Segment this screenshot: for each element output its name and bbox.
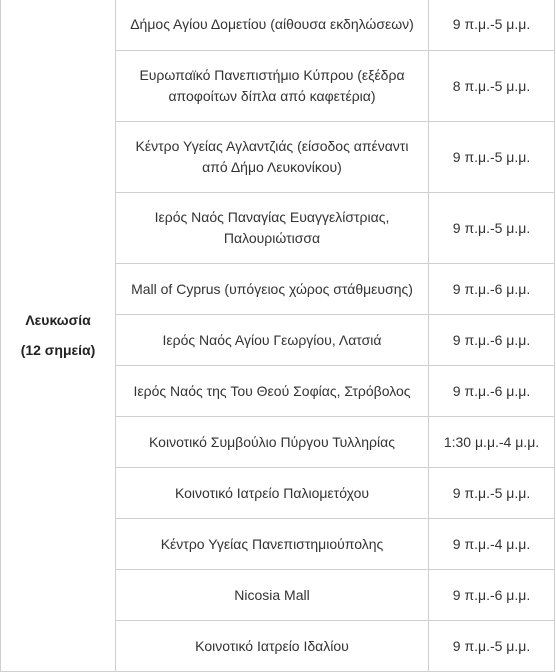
location-cell: Κέντρο Υγείας Πανεπιστημιούπολης [116, 519, 429, 570]
hours-cell: 9 π.μ.-5 μ.μ. [429, 468, 555, 519]
table-row [1, 0, 555, 51]
location-cell: Κέντρο Υγείας Αγλαντζιάς (είσοδος απέναντι από Δήμο Λευκονίκου) [116, 122, 429, 193]
hours-cell: 9 π.μ.-6 μ.μ. [429, 570, 555, 621]
location-cell: Ευρωπαϊκό Πανεπιστήμιο Κύπρου (εξέδρα αποφοίτων δίπλα από καφετέρια) [116, 51, 429, 122]
location-cell: Κοινοτικό Ιατρείο Παλιομετόχου [116, 468, 429, 519]
hours-cell: 9 π.μ.-6 μ.μ. [429, 264, 555, 315]
region-cell [1, 0, 116, 672]
hours-cell: 9 π.μ.-6 μ.μ. [429, 366, 555, 417]
location-cell: Ιερός Ναός της Του Θεού Σοφίας, Στρόβολος [116, 366, 429, 417]
location-cell: Ιερός Ναός Παναγίας Ευαγγελίστριας, Παλουριώτισσα [116, 193, 429, 264]
hours-cell: 8 π.μ.-5 μ.μ. [429, 51, 555, 122]
region-count: (12 σημεία) [20, 342, 96, 358]
location-cell: Mall of Cyprus (υπόγειος χώρος στάθμευσης) [116, 264, 429, 315]
hours-cell: 9 π.μ.-5 μ.μ. [429, 193, 555, 264]
location-cell: Δήμος Αγίου Δομετίου (αίθουσα εκδηλώσεων) [116, 0, 429, 51]
location-cell: Ιερός Ναός Αγίου Γεωργίου, Λατσιά [116, 315, 429, 366]
hours-cell: 9 π.μ.-5 μ.μ. [429, 0, 555, 51]
location-cell: Κοινοτικό Ιατρείο Ιδαλίου [116, 621, 429, 672]
hours-cell: 9 π.μ.-6 μ.μ. [429, 315, 555, 366]
location-cell: Κοινοτικό Συμβούλιο Πύργου Τυλληρίας [116, 417, 429, 468]
hours-cell: 9 π.μ.-4 μ.μ. [429, 519, 555, 570]
hours-cell: 9 π.μ.-5 μ.μ. [429, 621, 555, 672]
hours-cell: 9 π.μ.-5 μ.μ. [429, 122, 555, 193]
hours-cell: 1:30 μ.μ.-4 μ.μ. [429, 417, 555, 468]
region-name: Λευκωσία [25, 312, 91, 328]
location-cell: Nicosia Mall [116, 570, 429, 621]
